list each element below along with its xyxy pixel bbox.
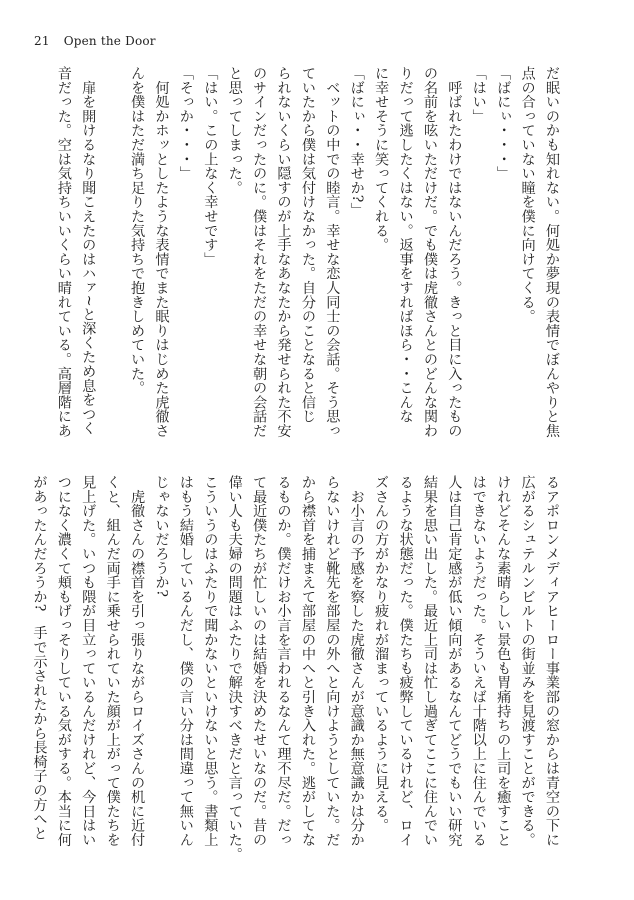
text-line: られないくらい隠すのが上手なあなたから発せられた不安 [275,66,292,438]
text-line: 偉い人も夫婦の問題はふたりで解決すべきだと言っていた。 [226,475,243,862]
text-line: るような状態だった。僕たちも疲弊しているけれど、ロイ [397,475,414,847]
text-line: はもう結婚しているんだし、僕の言い分は間違って無いん [177,475,194,847]
text-line: こういうのはふたりで聞かないといけないと思う。書類上 [202,475,219,847]
page-number: 21 [34,34,50,48]
text-line: けれどそんな素晴らしい景色も胃痛持ちの上司を癒すこと [495,475,512,847]
text-line: ベットの中での睦言。幸せな恋人同士の会話。そう思っ [324,66,341,438]
text-line: の名前を呟いただけだ。でも僕は虎徹さんとのどんな関わ [421,66,438,438]
text-line: 「ばにぃ・・幸せか?」 [348,66,365,217]
text-line: 広がるシュテルンビルトの街並みを見渡すことができる。 [519,475,536,847]
text-line: じゃないだろうか? [153,475,170,598]
text-line: のサインだったのに。僕はそれをただの幸せな朝の会話だ [251,66,268,438]
text-line: 結果を思い出した。最近上司は忙し過ぎてここに住んでい [421,475,438,847]
text-line: るアポロンメディアヒーロー事業部の窓からは青空の下に [544,475,560,847]
text-line: に幸せそうに笑ってくれる。 [373,66,390,252]
text-line: ズさんの方がかなり疲れが溜まっているように見える。 [373,475,390,833]
text-line: 「ばにぃ・・・」 [495,66,512,181]
lower-text-block [27,475,564,862]
text-line: はできないようだった。そういえば十階以上に住んでいる [470,475,487,847]
text-line: 音だった。空は気持ちいいくらい晴れている。高層階にあ [55,66,72,438]
upper-text-block [51,66,564,438]
text-line: と思ってしまった。 [226,66,243,195]
text-line: 呼ばれたわけではないんだろう。きっと目に入ったもの [446,66,463,438]
text-line: 虎徹さんの襟首を引っ張りながらロイズさんの机に近付 [129,475,146,847]
text-line: りだって逃したくはない。返事をすればほら・・こんな [397,66,414,424]
text-line: お小言の予感を察した虎徹さんが意識か無意識かは分か [348,475,365,847]
text-line: 扉を開けるなり聞こえたのはハァ~と深くため息をつく [80,66,97,436]
text-line: らないけれど靴先を部屋の外へと向けようとしていた。だ [324,475,341,847]
text-line: て最近僕たちが忙しいのは結婚を決めたせいなのだ。昔の [251,475,268,847]
text-line: 人は自己肯定感が低い傾向があるなんてどうでもいい研究 [446,475,463,847]
text-line: 見上げた。いつも隈が目立っているんだけれど、今日はい [80,475,97,847]
text-line: 「そっか・・・」 [177,66,194,181]
text-line [100,66,124,424]
text-line: つになく濃くて頬もげっそりしている気がする。本当に何 [55,475,72,847]
text-line: があったんだろうか? 手で示されたから長椅子の方へと [31,475,48,841]
text-line: だ眠いのかも知れない。何処か夢現の表情でぼんやりと焦 [544,66,560,438]
text-line: 何処かホッとしたような表情でまた眠りはじめた虎徹さ [153,66,170,438]
running-header [34,34,156,48]
text-line: るものか。僕だけお小言を言われるなんて理不尽だ。だっ [275,475,292,847]
book-title: Open the Door [63,34,156,48]
text-line: くと、組んだ両手に乗せられていた顔が上がって僕たちを [104,475,121,847]
text-line: ていたから僕は気付けなかった。自分のことなると信じ [299,66,316,424]
text-line: んを僕はただ満ち足りた気持ちで抱きしめていた。 [129,66,146,395]
text-line: から襟首を捕まえて部屋の中へと引き入れた。逃がしてな [299,475,316,847]
text-line: 「はい。この上なく幸せです」 [202,66,219,267]
text-line: 「はい」 [470,66,487,124]
text-line: 点の合っていない瞳を僕に向けてくる。 [519,66,536,324]
